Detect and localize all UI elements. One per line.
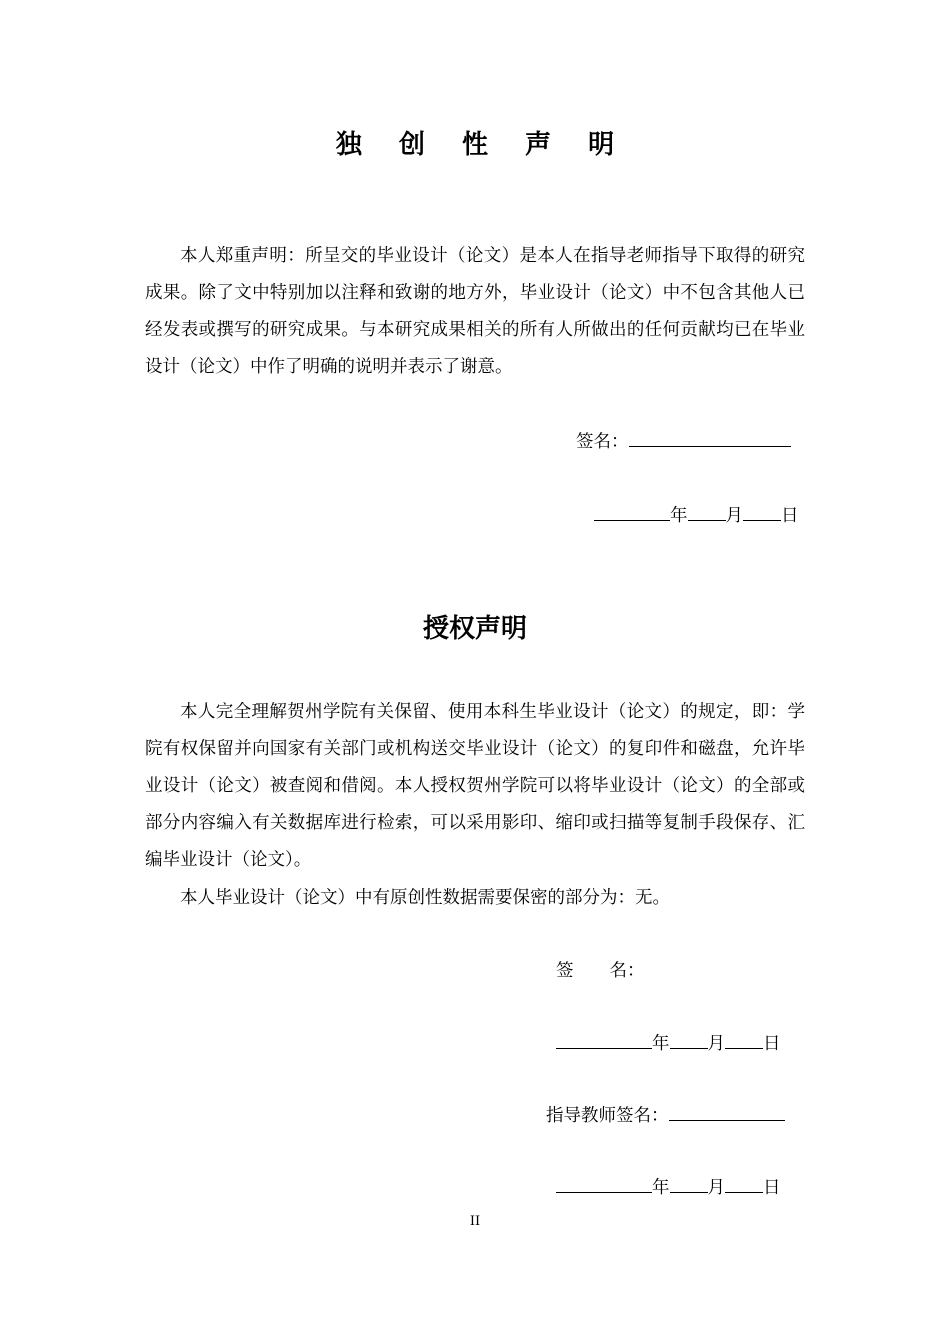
signature-label-part1: 签 (556, 961, 574, 981)
month-label: 月 (707, 1178, 725, 1198)
year-blank (594, 502, 670, 521)
day-label: 日 (763, 1178, 781, 1198)
originality-declaration-title: 独 创 性 声 明 (335, 130, 629, 160)
year-label: 年 (652, 1178, 670, 1198)
authorization-date-line (556, 1030, 781, 1057)
advisor-signature-line (546, 1102, 785, 1129)
signature-label: 签名： (576, 432, 629, 452)
year-blank (556, 1174, 652, 1193)
advisor-signature-label: 指导教师签名： (546, 1106, 669, 1126)
advisor-signature-blank (669, 1102, 785, 1121)
authorization-declaration-title: 授权声明 (422, 614, 527, 644)
authorization-signature-line (556, 958, 645, 984)
signature-label-part2: 名： (609, 961, 645, 981)
day-blank (725, 1174, 763, 1193)
day-blank (725, 1030, 763, 1049)
month-blank (670, 1174, 708, 1193)
signature-blank (629, 428, 791, 447)
originality-date-line (594, 502, 799, 529)
year-label: 年 (652, 1034, 670, 1054)
originality-declaration-paragraph: 本人郑重声明：所呈交的毕业设计（论文）是本人在指导老师指导下取得的研究成果。除了文中特别加以注释和致谢的地方外，毕业设计（论文）中不包含其他人已经发表或撰写的研究成果。与本研究成果相关的所有人所做出的任何贡献均已在毕业设计（论文）中作了明确的说明并表示了谢意。 (145, 246, 805, 377)
month-blank (670, 1030, 708, 1049)
year-blank (556, 1030, 652, 1049)
month-label: 月 (707, 1034, 725, 1054)
day-label: 日 (763, 1034, 781, 1054)
day-blank (743, 502, 781, 521)
authorization-paragraph-1: 本人完全理解贺州学院有关保留、使用本科生毕业设计（论文）的规定，即：学院有权保留并向国家有关部门或机构送交毕业设计（论文）的复印件和磁盘，允许毕业设计（论文）被查阅和借阅。本人授权贺州学院可以将毕业设计（论文）的全部或部分内容编入有关数据库进行检索，可以采用影印、缩印或扫描等复制手段保存、汇编毕业设计（论文）。 (145, 702, 805, 870)
day-label: 日 (781, 506, 799, 526)
page-number: II (469, 1214, 481, 1229)
month-label: 月 (725, 506, 743, 526)
year-label: 年 (670, 506, 688, 526)
originality-signature-line (576, 428, 791, 455)
authorization-paragraph-2: 本人毕业设计（论文）中有原创性数据需要保密的部分为：无。 (180, 888, 670, 908)
advisor-date-line (556, 1174, 781, 1201)
month-blank (688, 502, 726, 521)
